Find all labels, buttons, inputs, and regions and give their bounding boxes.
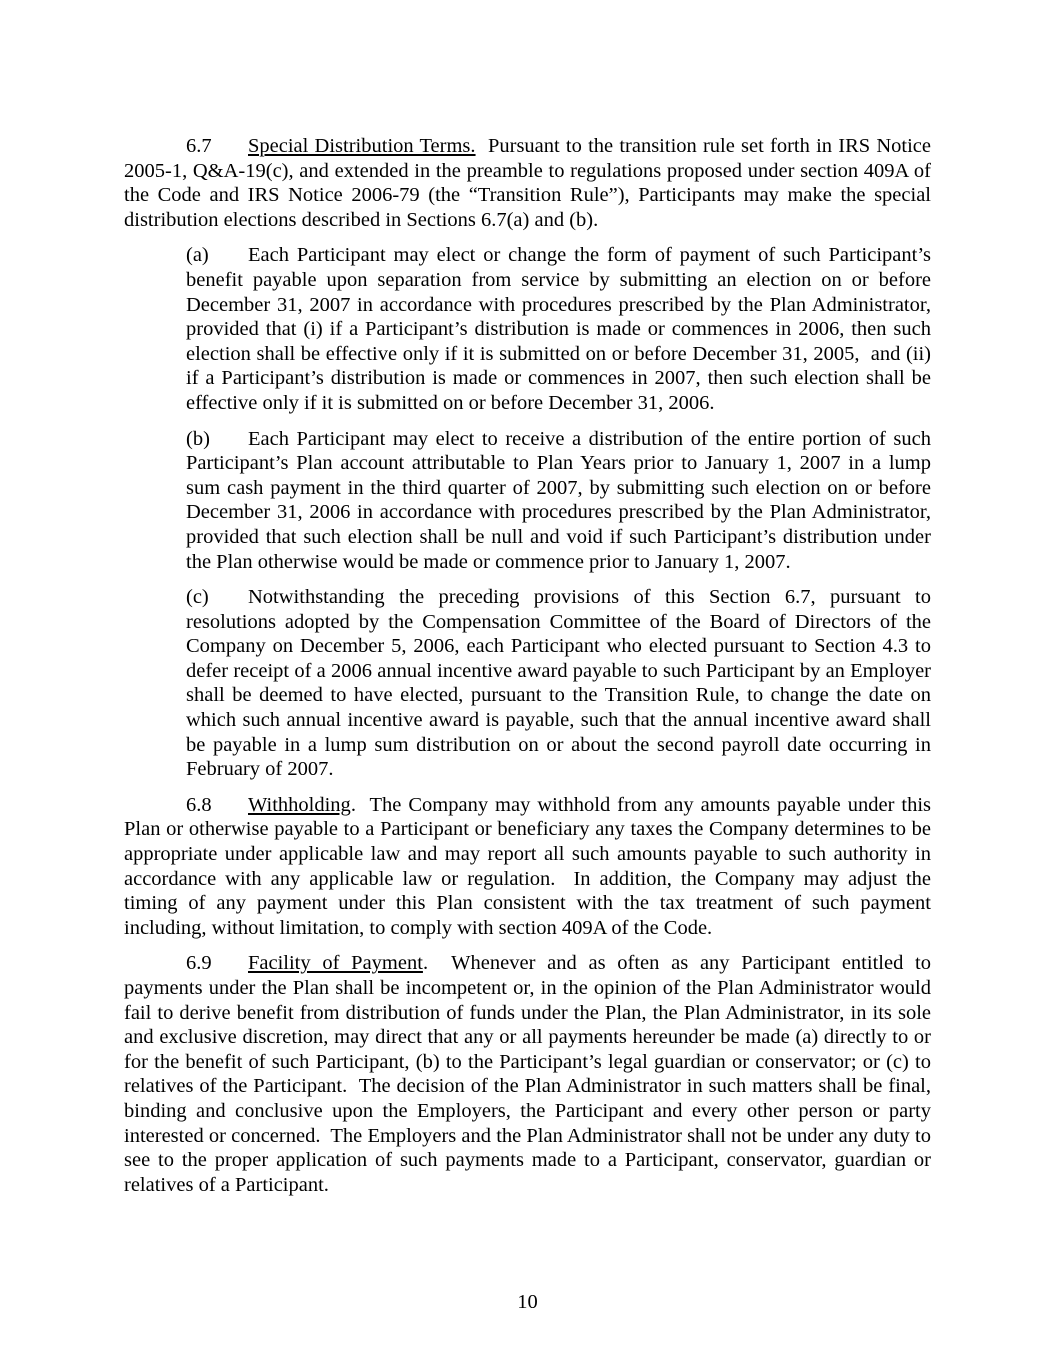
section-6-9-paragraph [124, 951, 937, 1197]
subparagraph-b-text: Each Participant may elect to receive a distribution of the entire portion of such Participant’s Plan account attributable to Plan Years prior to January 1, 2007 in a lump sum cash payment in the third quarter of 2007, by submitting such election on or before December 31, 2006 in accordance with procedures prescribed by the Plan Administrator, provided that such election shall be null and void if such Participant’s distribution under the Plan otherwise would be made or commence prior to January 1, 2007. [186, 427, 937, 573]
section-6-7-heading: Special Distribution Terms. [248, 135, 476, 157]
subparagraph-c-text: Notwithstanding the preceding provisions of this Section 6.7, pursuant to resolutions adopted by the Compensation Committee of the Board of Directors of the Company on December 5, 2006, each Participant who elected pursuant to Section 4.3 to defer receipt of a 2006 annual incentive award payable to such Participant by an Employer shall be deemed to have elected, pursuant to the Transition Rule, to change the date on which such annual incentive award is payable, such that the annual incentive award shall be payable in a lump sum distribution on or about the second payroll date occurring in February of 2007. [186, 586, 937, 781]
subparagraph-c-label: (c) [186, 586, 209, 609]
subparagraph-a-text: Each Participant may elect or change the form of payment of such Participant’s benefit payable upon separation from service by submitting an election on or before December 31, 2007 in accordance with procedures prescribed by the Plan Administrator, provided that (i) if a Participant’s distribution is made or commences in 2006, then such election shall be effective only if it is submitted on or before December 31, 2005, and (ii) if a Participant’s distribution is made or commences in 2007, then such election shall be effective only if it is submitted on or before December 31, 2006. [186, 244, 937, 414]
section-6-8-heading-suffix: . [350, 793, 356, 816]
subparagraph-a [186, 243, 937, 415]
section-6-9-heading-suffix: . [422, 952, 429, 975]
subparagraph-a-label: (a) [186, 244, 209, 267]
section-6-9-heading: Facility of Payment [248, 952, 423, 975]
section-6-8-text: The Company may withhold from any amounts payable under this Plan or otherwise payable to a Participant or beneficiary any taxes the Company determines to be appropriate under applicable law and may report all such amounts payable to such authority in accordance with any applicable law or regulation. In addition, the Company may adjust the timing of any payment under this Plan consistent with the tax treatment of such payment including, without limitation, to comply with section 409A of the Code. [124, 793, 937, 939]
page-number: 10 [517, 1291, 538, 1313]
subparagraph-c [186, 585, 937, 782]
section-6-8-heading: Withholding [248, 793, 351, 816]
section-6-8-number: 6.8 [186, 793, 212, 816]
subparagraph-b [186, 427, 937, 575]
section-6-8-paragraph [124, 793, 937, 941]
section-6-9-text: Whenever and as often as any Participant entitled to payments under the Plan shall be incompetent or, in the opinion of the Plan Administrator would fail to derive benefit from distribution of funds under the Plan, the Plan Administrator, in its sole and exclusive discretion, may direct that any or all payments hereunder be made (a) directly to or for the benefit of such Participant, (b) to the Participant’s legal guardian or conservator; or (c) to relatives of the Participant. The decision of the Plan Administrator in such matters shall be final, binding and conclusive upon the Employers, the Participant and every other person or party interested or concerned. The Employers and the Plan Administrator shall not be under any duty to see to the proper application of such payments made to a Participant, conservator, guardian or relatives of a Participant. [124, 952, 937, 1196]
subparagraph-b-label: (b) [186, 427, 210, 450]
document-body [124, 134, 937, 1208]
section-6-9-number: 6.9 [186, 952, 212, 975]
section-6-7-paragraph [124, 134, 937, 232]
section-6-7-text: Pursuant to the transition rule set forth in IRS Notice 2005-1, Q&A-19(c), and extended in the preamble to regulations proposed under section 409A of the Code and IRS Notice 2006-79 (the “Transition Rule”), Participants may make the special distribution elections described in Sections 6.7(a) and (b). [124, 135, 937, 231]
section-6-7-number: 6.7 [186, 135, 212, 157]
